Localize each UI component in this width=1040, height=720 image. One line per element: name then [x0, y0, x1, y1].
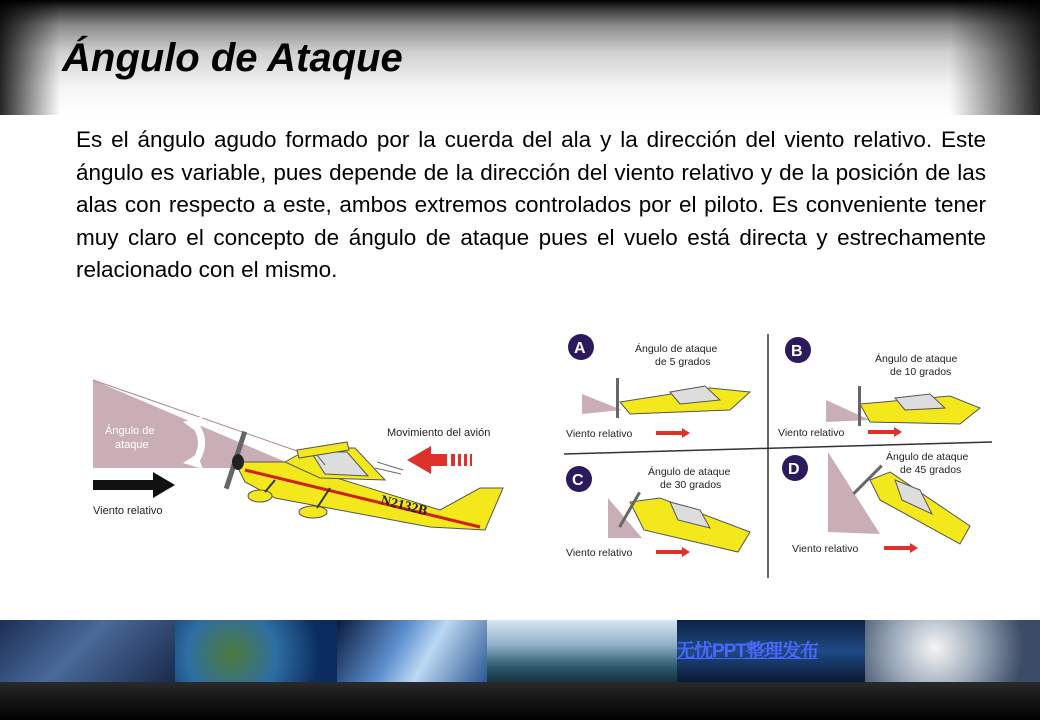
angle-label-line1: Ángulo de [105, 425, 155, 437]
panel-a-wind-arrow-icon [656, 428, 690, 438]
panel-b [778, 337, 980, 439]
panel-c-caption-2: de 30 grados [660, 479, 722, 491]
wind-arrow-icon [93, 472, 175, 498]
landscape-image [487, 620, 677, 682]
panel-b-caption-1: Ángulo de ataque [875, 353, 958, 365]
panel-a [566, 334, 750, 440]
footer-dark-band [0, 682, 1040, 720]
panel-c-wind-arrow-icon [656, 547, 690, 557]
angle-label-line2: ataque [115, 439, 149, 451]
panel-b-letter: B [791, 343, 803, 360]
panel-d-caption-1: Ángulo de ataque [886, 451, 969, 463]
compass-rose-image [0, 620, 175, 682]
panel-c [566, 465, 750, 559]
wind-label: Viento relativo [93, 505, 163, 517]
panel-a-wind-label: Viento relativo [566, 428, 633, 440]
airplane-illustration [224, 431, 503, 530]
angle-panels-figure [560, 330, 1000, 582]
panel-a-caption-1: Ángulo de ataque [635, 343, 718, 355]
panel-d-letter: D [788, 461, 800, 478]
slide-body-text: Es el ángulo agudo formado por la cuerda del ala y la dirección del viento relativo. Este ángulo es variable, pues depende de la dirección del viento relativo y de la posición de las alas con respecto a este, ambos extremos controlados por el piloto. Es conveniente tener muy claro el concepto de ángulo de ataque pues el vuelo está directa y estrechamente relacionado con el mismo. [76, 127, 986, 282]
panel-d-wind-label: Viento relativo [792, 543, 859, 555]
globe-sculpture-image [865, 620, 1040, 682]
slide-title: Ángulo de Ataque [62, 36, 403, 80]
main-angle-of-attack-figure [85, 370, 525, 540]
panel-c-caption-1: Ángulo de ataque [648, 466, 731, 478]
earth-map-image [175, 620, 337, 682]
panel-d [782, 450, 970, 555]
movement-label: Movimiento del avión [387, 427, 491, 439]
panel-b-wind-label: Viento relativo [778, 427, 845, 439]
panel-b-wind-arrow-icon [868, 427, 902, 437]
panel-a-letter: A [574, 340, 586, 357]
footer-photo-strip [0, 620, 1040, 682]
panel-d-caption-2: de 45 grados [900, 464, 962, 476]
panel-d-wind-arrow-icon [884, 543, 918, 553]
panel-c-letter: C [572, 472, 584, 489]
keyboard-image [337, 620, 487, 682]
movement-arrow-icon [407, 446, 472, 474]
watermark-link[interactable]: 无忧PPT整理发布 [676, 641, 818, 662]
panel-b-caption-2: de 10 grados [890, 366, 952, 378]
registration-label: N2132B [379, 493, 429, 520]
panel-a-caption-2: de 5 grados [655, 356, 711, 368]
panel-c-wind-label: Viento relativo [566, 547, 633, 559]
